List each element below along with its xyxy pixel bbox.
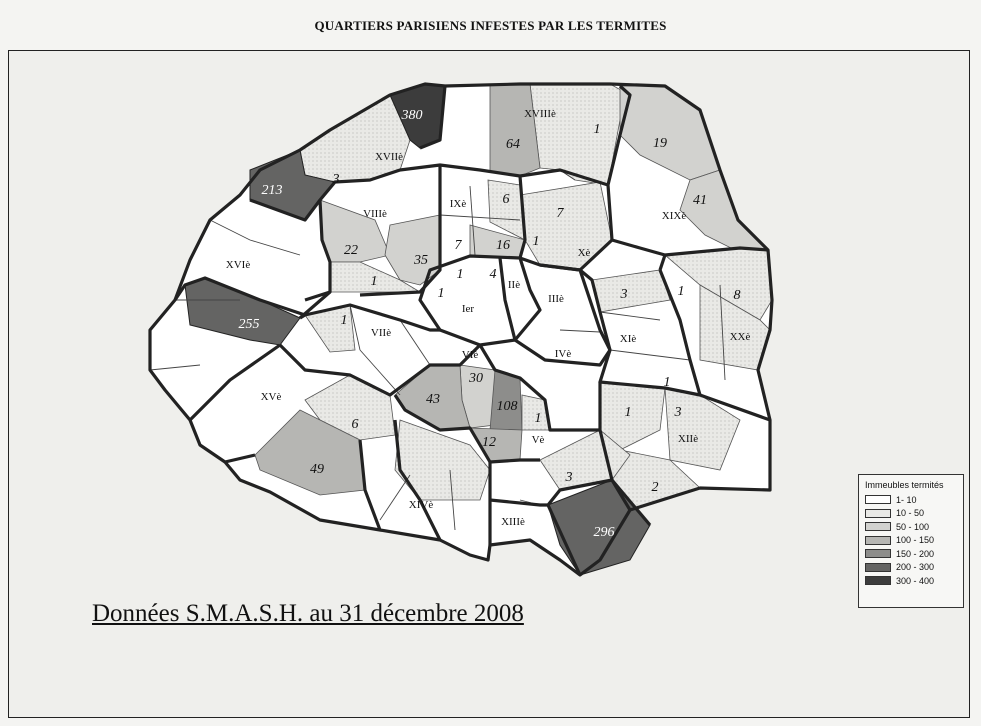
map-legend bbox=[858, 474, 964, 608]
value-label: 1 bbox=[437, 286, 445, 301]
legend-item bbox=[865, 493, 957, 507]
value-label: 7 bbox=[556, 206, 564, 221]
arr-label-XV: XVè bbox=[260, 391, 282, 403]
value-label: 49 bbox=[310, 462, 324, 477]
value-label: 16 bbox=[496, 238, 510, 253]
legend-label: 300 - 400 bbox=[896, 575, 935, 586]
value-label: 1 bbox=[677, 284, 685, 299]
value-label: 43 bbox=[426, 392, 440, 407]
legend-swatch bbox=[865, 563, 891, 572]
value-label: 296 bbox=[593, 525, 615, 540]
legend-item bbox=[865, 547, 957, 561]
value-label: 2 bbox=[651, 480, 659, 495]
value-label: 3 bbox=[674, 405, 682, 420]
value-label: 1 bbox=[663, 375, 671, 390]
value-label: 35 bbox=[414, 253, 428, 268]
value-label: 8 bbox=[733, 288, 741, 303]
arr-label-VI: VIè bbox=[461, 349, 479, 361]
value-label: 1 bbox=[532, 234, 540, 249]
legend-swatch bbox=[865, 549, 891, 558]
arr-label-XIII: XIIIè bbox=[501, 516, 525, 528]
value-label: 108 bbox=[496, 399, 518, 414]
legend-item bbox=[865, 534, 957, 548]
legend-label: 150 - 200 bbox=[896, 548, 935, 559]
value-label: 64 bbox=[506, 137, 520, 152]
arr-label-I: Ier bbox=[461, 303, 475, 315]
arr-label-IX: IXè bbox=[449, 198, 467, 210]
legend-item bbox=[865, 520, 957, 534]
value-label: 1 bbox=[624, 405, 632, 420]
legend-swatch bbox=[865, 495, 891, 504]
arr-label-VII: VIIè bbox=[370, 327, 392, 339]
map-title: QUARTIERS PARISIENS INFESTES PAR LES TERMITES bbox=[314, 18, 667, 33]
value-label: 7 bbox=[454, 238, 462, 253]
arr-label-XVIII: XVIIIè bbox=[524, 108, 556, 120]
legend-label: 1- 10 bbox=[896, 494, 917, 505]
value-label: 4 bbox=[489, 267, 497, 282]
value-label: 380 bbox=[401, 108, 423, 123]
arr-label-XII: XIIè bbox=[677, 433, 699, 445]
legend-label: 100 - 150 bbox=[896, 535, 935, 546]
value-label: 1 bbox=[340, 313, 348, 328]
value-label: 30 bbox=[469, 371, 483, 386]
legend-title: Immeubles termités bbox=[865, 480, 944, 490]
arr-label-II: IIè bbox=[507, 279, 521, 291]
legend-item bbox=[865, 561, 957, 575]
data-source-note: Données S.M.A.S.H. au 31 décembre 2008 bbox=[92, 600, 524, 627]
legend-label: 200 - 300 bbox=[896, 562, 935, 573]
arr-label-XVII: XVIIè bbox=[374, 151, 404, 163]
arr-label-V: Vè bbox=[531, 434, 545, 446]
legend-swatch bbox=[865, 509, 891, 518]
arr-label-XVI: XVIè bbox=[225, 259, 251, 271]
arr-label-III: IIIè bbox=[548, 293, 564, 305]
arr-label-XIV: XIVè bbox=[408, 499, 434, 511]
value-label: 6 bbox=[502, 192, 510, 207]
value-label: 19 bbox=[653, 136, 667, 151]
value-label: 41 bbox=[693, 193, 707, 208]
value-label: 12 bbox=[482, 435, 496, 450]
value-label: 3 bbox=[332, 172, 340, 187]
arr-label-X: Xè bbox=[577, 247, 591, 259]
arr-label-VIII: VIIIè bbox=[363, 208, 387, 220]
legend-swatch bbox=[865, 536, 891, 545]
value-label: 213 bbox=[261, 183, 283, 198]
arr-label-XIX: XIXè bbox=[661, 210, 687, 222]
value-label: 1 bbox=[370, 274, 378, 289]
legend-item bbox=[865, 507, 957, 521]
arr-label-XI: XIè bbox=[619, 333, 637, 345]
legend-label: 10 - 50 bbox=[896, 508, 925, 519]
value-label: 3 bbox=[565, 470, 573, 485]
value-label: 6 bbox=[351, 417, 359, 432]
legend-item bbox=[865, 574, 957, 588]
legend-swatch bbox=[865, 576, 891, 585]
value-label: 22 bbox=[344, 243, 358, 258]
arr-label-XX: XXè bbox=[729, 331, 751, 343]
legend-label: 50 - 100 bbox=[896, 521, 930, 532]
value-label: 1 bbox=[456, 267, 464, 282]
value-label: 1 bbox=[593, 122, 601, 137]
value-label: 255 bbox=[238, 317, 260, 332]
arr-label-IV: IVè bbox=[554, 348, 572, 360]
value-label: 3 bbox=[620, 287, 628, 302]
value-label: 1 bbox=[534, 411, 542, 426]
legend-swatch bbox=[865, 522, 891, 531]
